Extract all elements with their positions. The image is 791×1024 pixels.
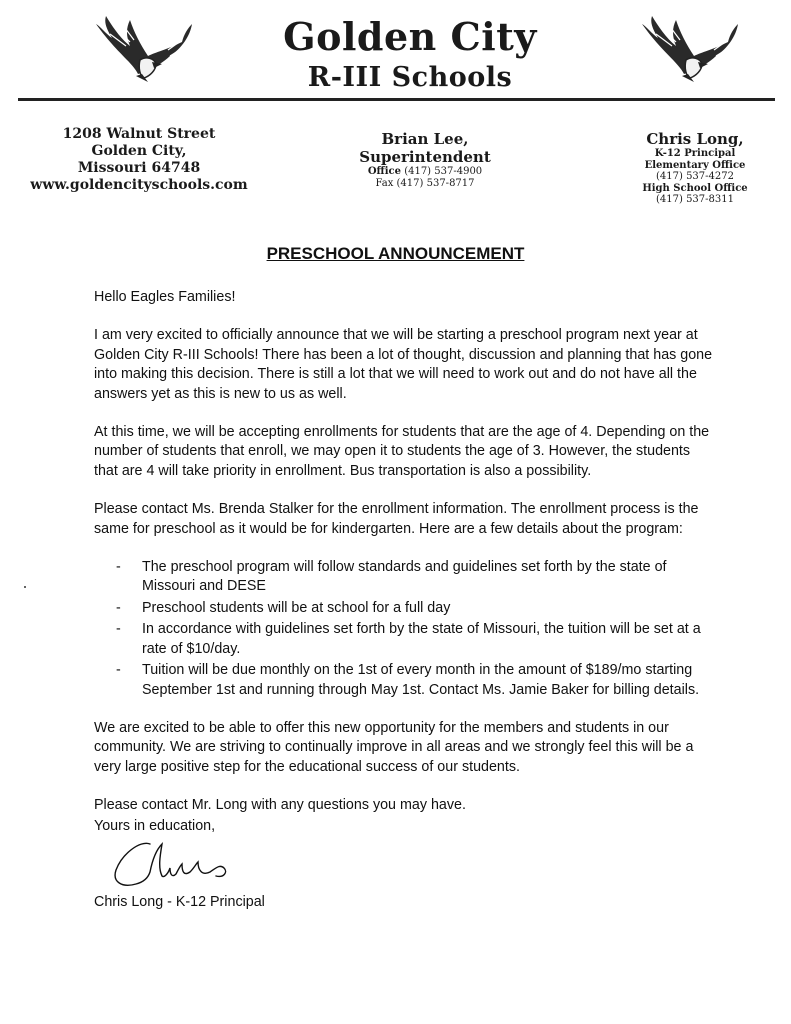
school-website: www.goldencityschools.com — [30, 177, 248, 193]
list-item — [94, 599, 714, 618]
paragraph-excited: We are excited to be able to offer this new opportunity for the members and students in our community. We are striving to continually improve in all areas and we strongly feel this will be a very large positive step for the educational success of our students. — [94, 719, 694, 775]
bullet-dash: - — [116, 621, 121, 638]
high-school-office-label: High School Office — [642, 182, 748, 194]
list-item — [94, 661, 714, 700]
school-district: R-III Schools — [307, 62, 513, 93]
address-city: Golden City, — [91, 143, 187, 159]
high-school-office-phone: (417) 537-8311 — [656, 194, 734, 205]
bullet-dash: - — [116, 662, 121, 679]
handwritten-signature — [110, 832, 260, 892]
list-item-text: Tuition will be due monthly on the 1st of every month in the amount of $189/mo starting September 1st and running through May 1st. Contact Ms. Jamie Baker for billing details. — [142, 662, 700, 698]
paragraph-enrollment-age: At this time, we will be accepting enrollments for students that are the age of 4. Depending on the number of students that enroll, we may open it to students the age of 3. However, the students that are 4 will take priority in enrollment. Bus transportation is also a possibility. — [94, 424, 710, 479]
announcement-body — [94, 288, 714, 835]
elementary-office-phone: (417) 537-4272 — [656, 171, 734, 182]
superintendent-title: Superintendent — [359, 148, 491, 166]
list-item — [94, 558, 714, 597]
office-label: Office — [367, 166, 401, 177]
list-item — [94, 620, 714, 659]
elementary-office-label: Elementary Office — [644, 159, 746, 171]
bullet-dash: - — [116, 559, 121, 576]
principal-contact — [610, 130, 780, 206]
school-address — [14, 126, 264, 194]
scan-speck — [24, 586, 26, 588]
greeting: Hello Eagles Families! — [94, 289, 236, 305]
superintendent-name: Brian Lee, — [381, 130, 469, 148]
fax-phone: (417) 537-8717 — [396, 178, 475, 189]
fax-label: Fax — [375, 178, 394, 189]
principal-title: K-12 Principal — [654, 148, 736, 159]
list-item-text: Preschool students will be at school for a full day — [142, 599, 451, 616]
paragraph-intro: I am very excited to officially announce that we will be starting a preschool program next year at Golden City R-III Schools! There has been a lot of thought, discussion and planning that has gone into making this decision. There is still a lot that we will need to work out and do not have all the answers yet as this is new to us as well. — [94, 327, 713, 402]
list-item-text: In accordance with guidelines set forth by the state of Missouri, the tuition will be set at a rate of $10/day. — [142, 621, 701, 657]
closing: Yours in education, — [94, 818, 216, 834]
principal-name: Chris Long, — [646, 130, 744, 148]
superintendent-contact — [330, 130, 520, 190]
announcement-title: PRESCHOOL ANNOUNCEMENT — [266, 244, 525, 263]
office-phone: (417) 537-4900 — [404, 166, 483, 177]
eagle-logo-icon — [632, 12, 742, 84]
program-details-list — [94, 558, 714, 700]
letterhead-divider — [18, 98, 775, 101]
address-street: 1208 Walnut Street — [62, 126, 216, 142]
school-name: Golden City — [283, 14, 537, 59]
paragraph-questions: Please contact Mr. Long with any questions you may have. — [94, 797, 466, 814]
bullet-dash: - — [116, 599, 121, 616]
paragraph-contact-enrollment: Please contact Ms. Brenda Stalker for the enrollment information. The enrollment process is the same for preschool as it would be for kindergarten. Here are a few details about the program: — [94, 501, 699, 537]
address-state-zip: Missouri 64748 — [77, 160, 201, 176]
signer-name: Chris Long - K-12 Principal — [94, 894, 265, 910]
list-item-text: The preschool program will follow standards and guidelines set forth by the state of Missouri and DESE — [142, 559, 667, 595]
